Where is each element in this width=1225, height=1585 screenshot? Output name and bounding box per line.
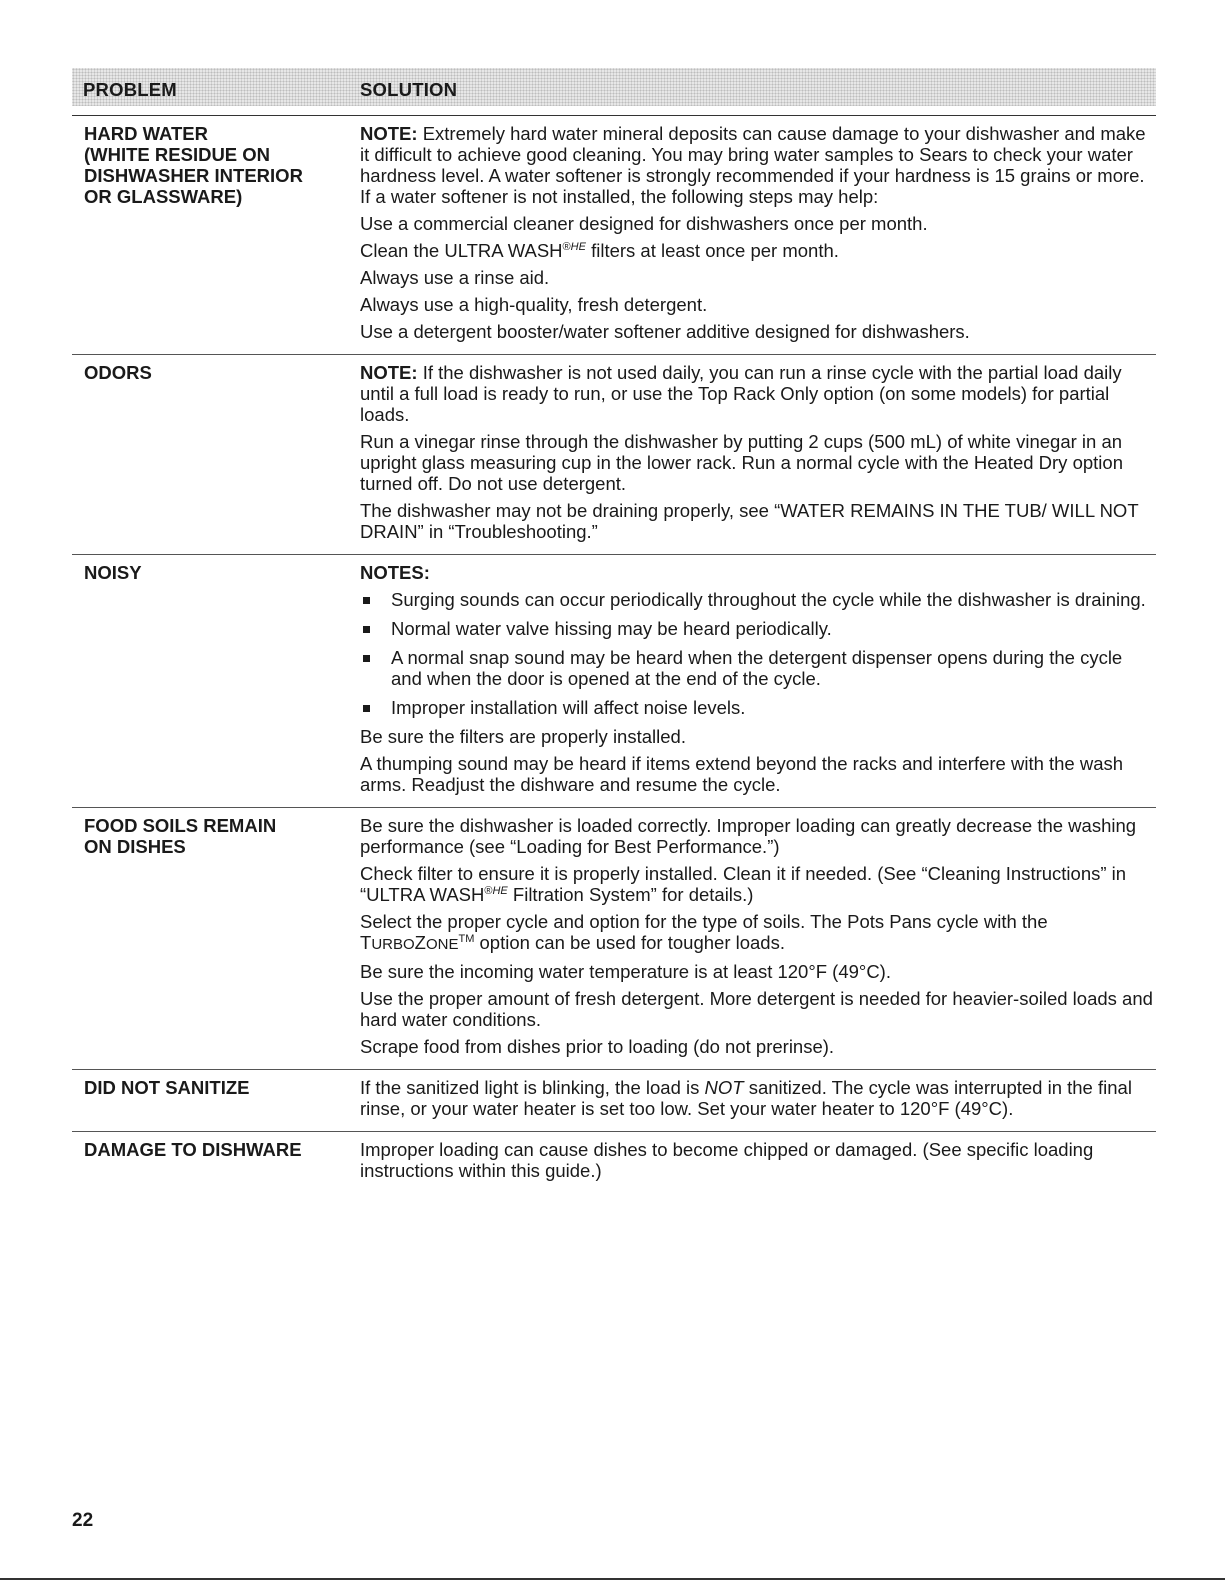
problem-cell [72,116,358,354]
solution-note [360,362,1158,425]
text-run: If the sanitized light is blinking, the load is [360,1077,705,1098]
emphasis-run: NOT [704,1077,744,1098]
note-text: If the dishwasher is not used daily, you can run a rinse cycle with the partial load daily until a full load is ready to run, or use the Top Rack Only option (on some models) for partial loads. [360,362,1122,425]
note-text: Extremely hard water mineral deposits can cause damage to your dishwasher and make it difficult to achieve good cleaning. You may bring water samples to Sears to check your water hardness level. A water softener is strongly recommended if your hardness is 15 grains or more. If a water softener is not installed, the following steps may help: [360,123,1146,207]
solution-paragraph: Be sure the filters are properly installed. [360,726,686,747]
problem-line: NOISY [84,562,142,583]
problem-line: ODORS [84,362,152,383]
text-run: sanitized. The cycle was interrupted in the final rinse, or your water heater is set too low. Set your water heater to 120°F (49°C). [360,1077,1132,1119]
list-item [360,618,1158,639]
problem-line: DISHWASHER INTERIOR [84,165,303,186]
small-caps-run: URBO [371,936,415,953]
square-bullet-icon [360,589,391,610]
notes-label: NOTES: [360,562,430,583]
table-row [72,554,1156,807]
he-mark: HE [492,884,508,897]
problem-line: FOOD SOILS REMAIN [84,815,277,836]
note-label: NOTE: [360,362,418,383]
bullet-text: Improper installation will affect noise levels. [391,697,746,718]
problem-cell [72,555,358,807]
solution-paragraph: Improper loading can cause dishes to become chipped or damaged. (See specific loading instructions within this guide.) [360,1139,1094,1181]
solution-paragraph: Run a vinegar rinse through the dishwasher by putting 2 cups (500 mL) of white vinegar in an upright glass measuring cup in the lower rack. Run a normal cycle with the Heated Dry option turned off. Do not use detergent. [360,431,1123,494]
solution-paragraph: A thumping sound may be heard if items extend beyond the racks and interfere with the wash arms. Readjust the dishware and resume the cycle. [360,753,1124,795]
solution-paragraph: Use the proper amount of fresh detergent. More detergent is needed for heavier-soiled loads and hard water conditions. [360,988,1153,1030]
note-label: NOTE: [360,123,418,144]
solution-paragraph [360,1077,1158,1119]
header-problem: PROBLEM [83,79,177,100]
square-bullet-icon [360,647,391,689]
bullet-text: A normal snap sound may be heard when the detergent dispenser opens during the cycle and when the door is opened at the end of the cycle. [391,647,1123,689]
solution-cell [358,808,1158,1069]
solution-paragraph: Be sure the incoming water temperature is at least 120°F (49°C). [360,961,891,982]
text-run: T [360,932,372,953]
registered-mark: ® [484,884,493,897]
text-run: option can be used for tougher loads. [474,932,785,953]
troubleshooting-table [72,68,1156,1193]
table-row [72,354,1156,554]
solution-cell [358,1070,1158,1131]
table-header [72,68,1156,106]
text-run: filters at least once per month. [585,240,839,261]
solution-paragraph: The dishwasher may not be draining properly, see “WATER REMAINS IN THE TUB/ WILL NOT DRAIN” in “Troubleshooting.” [360,500,1139,542]
bottom-divider [0,1578,1225,1580]
square-bullet-icon [360,618,391,639]
solution-paragraph: Be sure the dishwasher is loaded correctly. Improper loading can greatly decrease the washing performance (see “Loading for Best Performance.”) [360,815,1137,857]
solution-cell [358,555,1158,807]
text-run: Select the proper cycle and option for the type of soils. The Pots Pans cycle with the [360,911,1048,932]
solution-paragraph [360,863,1158,905]
trademark-mark: TM [458,932,475,945]
solution-paragraph: Scrape food from dishes prior to loading (do not prerinse). [360,1036,835,1057]
he-mark: HE [570,240,586,253]
solution-cell [358,116,1158,354]
problem-line: ON DISHES [84,836,186,857]
table-row [72,1069,1156,1131]
list-item [360,589,1158,610]
header-solution: SOLUTION [360,79,458,100]
solution-note [360,123,1158,207]
text-run: Filtration System” for details.) [507,884,754,905]
small-caps-run: ONE [425,936,459,953]
solution-paragraph: Use a commercial cleaner designed for dishwashers once per month. [360,213,928,234]
solution-paragraph: Always use a high-quality, fresh detergent. [360,294,708,315]
table-row [72,807,1156,1069]
solution-cell [358,1132,1158,1193]
problem-line: DID NOT SANITIZE [84,1077,250,1098]
bullet-text: Surging sounds can occur periodically throughout the cycle while the dishwasher is draining. [391,589,1146,610]
table-row [72,1131,1156,1193]
solution-cell [358,355,1158,554]
table-row [72,115,1156,354]
solution-paragraph: Always use a rinse aid. [360,267,550,288]
solution-paragraph: Use a detergent booster/water softener additive designed for dishwashers. [360,321,970,342]
text-run: Z [414,932,426,953]
problem-cell [72,808,358,1069]
text-run: Clean the ULTRA WASH [360,240,563,261]
bullet-text: Normal water valve hissing may be heard periodically. [391,618,832,639]
solution-paragraph [360,911,1158,955]
problem-cell [72,1070,358,1131]
problem-cell [72,355,358,554]
solution-paragraph [360,240,1158,261]
square-bullet-icon [360,697,391,718]
page-number: 22 [72,1510,94,1531]
list-item [360,647,1158,689]
problem-line: OR GLASSWARE) [84,186,243,207]
text-run: Check filter to ensure it is properly installed. Clean it if needed. (See “Cleaning Instructions” in “ULTRA WASH [360,863,1127,905]
problem-line: HARD WATER [84,123,209,144]
problem-line: DAMAGE TO DISHWARE [84,1139,302,1160]
problem-line: (WHITE RESIDUE ON [84,144,271,165]
registered-mark: ® [562,240,571,253]
problem-cell [72,1132,358,1193]
list-item [360,697,1158,718]
